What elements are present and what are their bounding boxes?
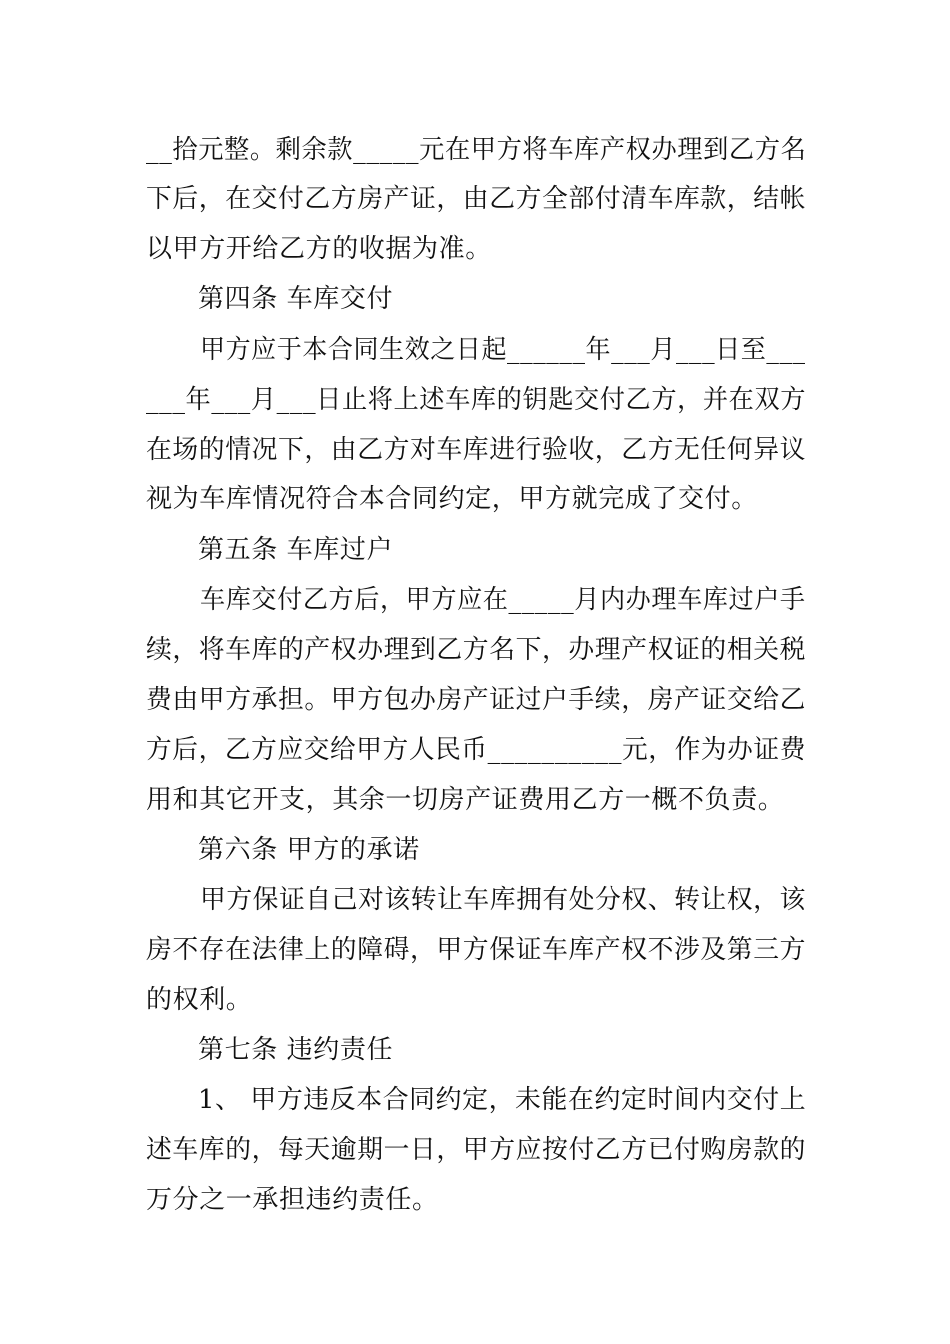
text-line: 视为车库情况符合本合同约定，甲方就完成了交付。 xyxy=(146,484,758,514)
text-line: 费由甲方承担。甲方包办房产证过户手续，房产证交给乙 xyxy=(146,685,807,715)
text-line: 万分之一承担违约责任。 xyxy=(146,1185,439,1215)
text-line: 用和其它开支，其余一切房产证费用乙方一概不负责。 xyxy=(146,785,785,815)
text-line: ___年___月___日止将上述车库的钥匙交付乙方，并在双方 xyxy=(146,385,807,415)
section-heading: 第四条 车库交付 xyxy=(198,284,394,314)
text-line: 甲方应于本合同生效之日起______年___月___日至___ xyxy=(200,335,806,365)
text-line: __拾元整。剩余款_____元在甲方将车库产权办理到乙方名 xyxy=(146,135,807,165)
section-heading: 第六条 甲方的承诺 xyxy=(198,835,420,865)
text-line: 1、 甲方违反本合同约定，未能在约定时间内交付上 xyxy=(198,1085,807,1115)
text-line: 以甲方开给乙方的收据为准。 xyxy=(146,234,492,264)
text-line: 房不存在法律上的障碍，甲方保证车库产权不涉及第三方 xyxy=(146,935,807,965)
text-line: 车库交付乙方后，甲方应在_____月内办理车库过户手 xyxy=(200,585,806,615)
text-line: 的权利。 xyxy=(146,985,253,1015)
text-line: 续，将车库的产权办理到乙方名下，办理产权证的相关税 xyxy=(146,635,807,665)
text-line: 下后，在交付乙方房产证，由乙方全部付清车库款，结帐 xyxy=(146,184,807,214)
section-heading: 第五条 车库过户 xyxy=(198,535,394,565)
text-line: 甲方保证自己对该转让车库拥有处分权、转让权，该 xyxy=(200,885,806,915)
text-line: 述车库的，每天逾期一日，甲方应按付乙方已付购房款的 xyxy=(146,1135,807,1165)
text-line: 方后，乙方应交给甲方人民币__________元，作为办证费 xyxy=(146,735,807,765)
text-line: 在场的情况下，由乙方对车库进行验收，乙方无任何异议 xyxy=(146,435,807,465)
section-heading: 第七条 违约责任 xyxy=(198,1035,394,1065)
